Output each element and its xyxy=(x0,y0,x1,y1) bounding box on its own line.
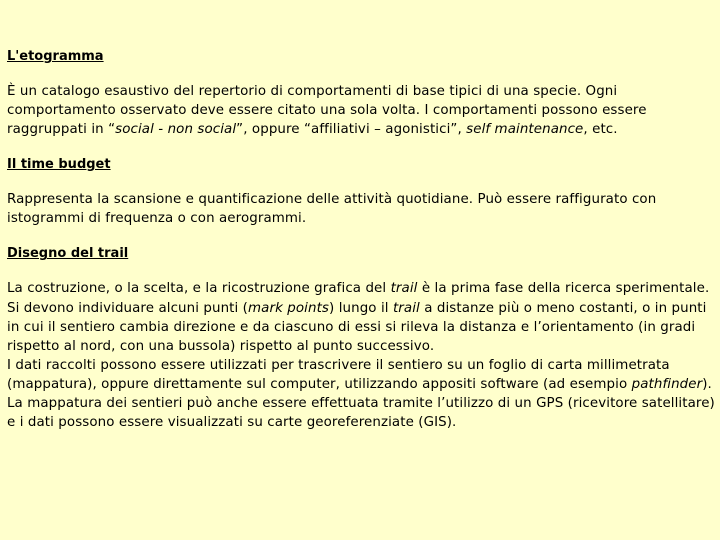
section-paragraph xyxy=(7,190,715,228)
text-run-italic: self maintenance xyxy=(466,122,584,138)
text-run: I dati raccolti possono essere utilizzati per trascrivere il sentiero su un foglio di carta millimetrata (mappatura), oppure direttamente sul computer, utilizzando appositi software (ad esempio xyxy=(7,357,670,392)
text-run-italic: trail xyxy=(392,300,420,316)
text-run-italic: pathfinder xyxy=(631,376,703,392)
text-run: , etc. xyxy=(583,122,618,138)
text-run: ”, oppure “affiliativi – agonistici”, xyxy=(236,122,467,138)
section-heading: L'etogramma xyxy=(7,49,104,64)
text-run: Si devono individuare alcuni punti ( xyxy=(7,300,249,316)
text-run-italic: social - non social xyxy=(115,122,237,138)
section-paragraph xyxy=(7,299,715,356)
text-run: La costruzione, o la scelta, e la ricostruzione grafica del xyxy=(7,281,391,297)
slide-content xyxy=(7,47,715,432)
text-run: ). La mappatura dei sentieri può anche essere effettuata tramite l’utilizzo di un GPS (ricevitore satellitare) e i dati possono essere visualizzati su carte georeferenziate (GIS). xyxy=(7,376,715,431)
text-run: ) lungo il xyxy=(329,300,393,316)
section-disegno-trail xyxy=(7,244,715,432)
section-paragraph xyxy=(7,356,715,432)
section-heading: Il time budget xyxy=(7,157,111,173)
text-run-italic: trail xyxy=(390,281,418,297)
text-run: Rappresenta la scansione e quantificazione delle attività quotidiane. Può essere raffigurato con istogrammi di frequenza o con aerogrammi. xyxy=(7,192,657,227)
section-paragraph xyxy=(7,279,715,298)
text-run: a distanze più o meno costanti, o in punti in cui il sentiero cambia direzione e da ciascuno di essi si rileva la distanza e l’orientamento (in gradi rispetto al nord, con una bussola) rispetto al punto successivo. xyxy=(7,300,707,354)
text-run-italic: mark points xyxy=(248,300,330,316)
section-heading: Disegno del trail xyxy=(7,246,129,262)
text-run: È un catalogo esaustivo del repertorio di comportamenti di base tipici di una specie. Ogni comportamento osservato deve essere citato una sola volta. I comportamenti possono essere raggruppati in “ xyxy=(7,84,647,138)
section-etogramma xyxy=(7,47,715,155)
section-paragraph xyxy=(7,82,715,139)
section-time-budget xyxy=(7,155,715,244)
text-run: è la prima fase della ricerca sperimentale. xyxy=(417,281,710,297)
